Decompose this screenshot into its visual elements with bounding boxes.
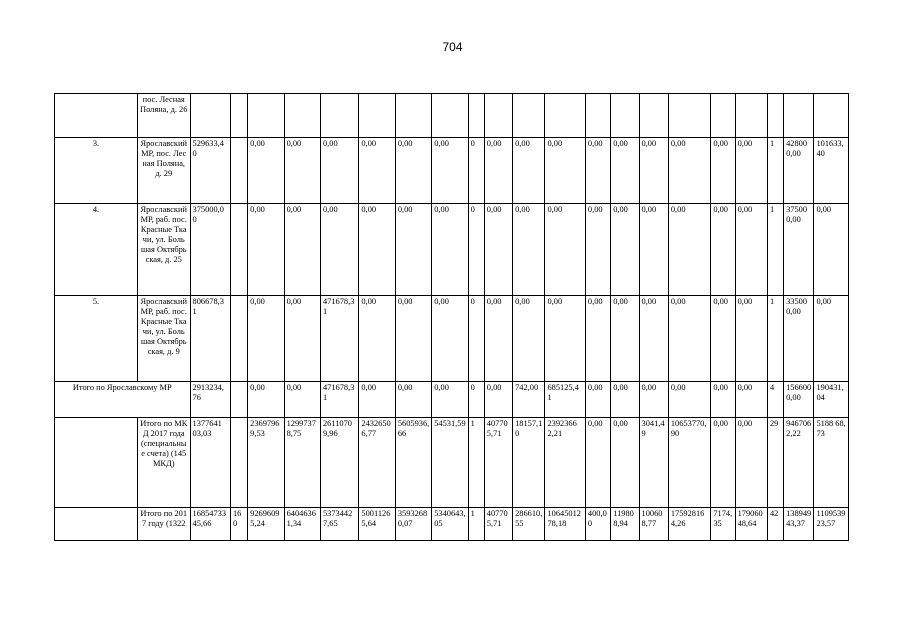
table-cell: 1 (767, 138, 783, 204)
table-cell: Итого по МКД 2017 года (специальные счета) (145 МКД) (137, 418, 190, 508)
table-cell: 1 (767, 296, 783, 382)
table-cell: 5340643,05 (432, 508, 468, 541)
table-cell: 0,00 (513, 296, 545, 382)
table-cell: 0,00 (545, 296, 585, 382)
table-cell (230, 138, 247, 204)
table-cell: 42 (767, 508, 783, 541)
table-cell: 0,00 (814, 204, 849, 296)
table-cell: 0,00 (611, 382, 639, 418)
table-cell: 335000,00 (784, 296, 814, 382)
table-cell: Итого по Ярославскому МР (55, 382, 191, 418)
table-cell: 0,00 (248, 138, 284, 204)
table-cell: 0,00 (735, 382, 767, 418)
table-cell: 1566000,00 (784, 382, 814, 418)
table-cell: 0,00 (484, 382, 512, 418)
table-cell: 407705,71 (484, 418, 512, 508)
table-cell (230, 418, 247, 508)
table-cell (230, 94, 247, 138)
table-cell: 0,00 (814, 296, 849, 382)
table-cell: 0,00 (735, 418, 767, 508)
table-cell: 1685473345,66 (190, 508, 230, 541)
table-cell: 0,00 (668, 204, 710, 296)
table-cell: 29 (767, 418, 783, 508)
table-cell: 0,00 (711, 138, 735, 204)
table-cell: 0,00 (395, 382, 431, 418)
table-cell: 0,00 (639, 204, 668, 296)
table-cell: 0,00 (359, 382, 395, 418)
table-cell: 0,00 (639, 382, 668, 418)
table-cell: 101633,40 (814, 138, 849, 204)
table-cell (230, 296, 247, 382)
table-cell: 0,00 (611, 204, 639, 296)
table-cell (468, 94, 484, 138)
table-cell: 17906048,64 (735, 508, 767, 541)
table-cell: 471678,31 (320, 296, 358, 382)
table-cell: 0,00 (284, 138, 320, 204)
table-cell: 64046361,34 (284, 508, 320, 541)
table-cell (639, 94, 668, 138)
table-cell: 0,00 (284, 204, 320, 296)
table-cell: 35932680,07 (395, 508, 431, 541)
table-cell: 0,00 (284, 382, 320, 418)
table-cell: 1 (767, 204, 783, 296)
table-cell: 18157,10 (513, 418, 545, 508)
table-cell: Ярославский МР, раб. пос. Красные Ткачи, ул. Большая Октябрьская, д. 25 (137, 204, 190, 296)
table-cell: 0,00 (432, 204, 468, 296)
table-cell: 5. (55, 296, 138, 382)
total-row-mr (55, 382, 849, 418)
table-cell: 375000,00 (784, 204, 814, 296)
table-cell: 0 (468, 296, 484, 382)
table-cell: 7174,35 (711, 508, 735, 541)
table-cell: 0,00 (284, 296, 320, 382)
table-cell: 806678,31 (190, 296, 230, 382)
table-cell: 23923662,21 (545, 418, 585, 508)
table-cell: 0,00 (248, 204, 284, 296)
table-cell: 0,00 (395, 296, 431, 382)
table-cell (484, 94, 512, 138)
table-cell: 5605936,66 (395, 418, 431, 508)
table-cell: 0,00 (545, 204, 585, 296)
table-cell (767, 94, 783, 138)
table-cell (55, 418, 138, 508)
table-cell: 12997378,75 (284, 418, 320, 508)
table-cell: 0,00 (668, 138, 710, 204)
table-cell: 92696095,24 (248, 508, 284, 541)
table-cell (284, 94, 320, 138)
table-cell: 23697969,53 (248, 418, 284, 508)
table-cell: 0 (468, 138, 484, 204)
table-cell: 1 (468, 508, 484, 541)
table-cell: 26110709,96 (320, 418, 358, 508)
table-cell: 0,00 (585, 418, 610, 508)
table-cell: 0,00 (432, 296, 468, 382)
total-row-special (55, 418, 849, 508)
table-cell (55, 508, 138, 541)
table-cell (814, 94, 849, 138)
table-cell (711, 94, 735, 138)
table-cell: 685125,41 (545, 382, 585, 418)
table-cell: 0,00 (711, 418, 735, 508)
table-cell: 0,00 (735, 296, 767, 382)
table-cell: 0,00 (484, 138, 512, 204)
table-cell: 119808,94 (611, 508, 639, 541)
table-cell: 0,00 (545, 138, 585, 204)
table-cell: 0,00 (639, 138, 668, 204)
table-cell: 0,00 (432, 382, 468, 418)
table-cell (545, 94, 585, 138)
table-cell: 53734427,65 (320, 508, 358, 541)
table-cell (359, 94, 395, 138)
table-cell: 428000,00 (784, 138, 814, 204)
table-cell: 10653770,90 (668, 418, 710, 508)
table-cell: 0,00 (585, 382, 610, 418)
table-cell: 190431,04 (814, 382, 849, 418)
table-cell: 0,00 (668, 296, 710, 382)
table-cell: 54531,59 (432, 418, 468, 508)
table-cell: 0,00 (248, 382, 284, 418)
total-row-2017 (55, 508, 849, 541)
table-cell: 4 (767, 382, 783, 418)
repair-funding-table (54, 93, 849, 541)
table-cell (513, 94, 545, 138)
table-cell (190, 94, 230, 138)
table-cell: 0,00 (639, 296, 668, 382)
table-cell (230, 204, 247, 296)
table-cell: 375000,00 (190, 204, 230, 296)
table-cell (230, 382, 247, 418)
table-cell: 1377641 03,03 (190, 418, 230, 508)
table-cell: 50011265,64 (359, 508, 395, 541)
table-cell (55, 94, 138, 138)
table-cell: 0,00 (611, 138, 639, 204)
table-cell: пос. Лесная Поляна, д. 26 (137, 94, 190, 138)
table-cell: 2913234,76 (190, 382, 230, 418)
table-cell (735, 94, 767, 138)
table-cell: Ярославский МР, раб. пос. Красные Ткачи, ул. Большая Октябрьская, д. 9 (137, 296, 190, 382)
table-cell: 0,00 (611, 296, 639, 382)
table-cell: 0,00 (359, 138, 395, 204)
table-cell (668, 94, 710, 138)
table-cell (585, 94, 610, 138)
table-cell: 471678,31 (320, 382, 358, 418)
table-cell: 0,00 (711, 382, 735, 418)
table-cell: 0,00 (711, 204, 735, 296)
table-cell: 24326506,77 (359, 418, 395, 508)
table-cell: 9467062,22 (784, 418, 814, 508)
page-number: 704 (442, 40, 463, 54)
table-cell: 0,00 (585, 296, 610, 382)
table-cell: 0,00 (668, 382, 710, 418)
table-cell: 110953923,57 (814, 508, 849, 541)
table-cell: 0,00 (585, 138, 610, 204)
table-row (55, 94, 849, 138)
table-cell: 0,00 (320, 138, 358, 204)
table-cell: 0,00 (359, 296, 395, 382)
table-cell: 0,00 (432, 138, 468, 204)
table-cell: 175928164,26 (668, 508, 710, 541)
table-cell: 0 (468, 204, 484, 296)
table-cell: 0,00 (248, 296, 284, 382)
table-cell: Ярославский МР, пос. Лесная Поляна, д. 29 (137, 138, 190, 204)
table-cell (320, 94, 358, 138)
table-cell: 0,00 (513, 138, 545, 204)
table-cell (248, 94, 284, 138)
table-cell: 529633,40 (190, 138, 230, 204)
table-cell: 286610,55 (513, 508, 545, 541)
table-cell: 100608,77 (639, 508, 668, 541)
table-cell: 0,00 (735, 138, 767, 204)
table-cell (395, 94, 431, 138)
table-cell: 4. (55, 204, 138, 296)
table-cell: 0 (468, 382, 484, 418)
table-cell (784, 94, 814, 138)
table-cell: 3041,49 (639, 418, 668, 508)
table-cell: 3. (55, 138, 138, 204)
table-row (55, 138, 849, 204)
table-cell (611, 94, 639, 138)
table-cell: 0,00 (711, 296, 735, 382)
table-cell: 0,00 (395, 204, 431, 296)
table-cell (432, 94, 468, 138)
table-cell: 0,00 (395, 138, 431, 204)
table-cell: 13894943,37 (784, 508, 814, 541)
table-cell: 0,00 (735, 204, 767, 296)
table-cell: 742,00 (513, 382, 545, 418)
table-cell: 0,00 (484, 204, 512, 296)
table-cell: 400,00 (585, 508, 610, 541)
table-row (55, 204, 849, 296)
table-cell: 0,00 (320, 204, 358, 296)
table-cell: 407705,71 (484, 508, 512, 541)
table-cell: 160 (230, 508, 247, 541)
table-cell: 0,00 (484, 296, 512, 382)
table-cell: 5188 68,73 (814, 418, 849, 508)
table-cell: 1 (468, 418, 484, 508)
table-cell: 0,00 (513, 204, 545, 296)
table-cell: Итого по 2017 году (1322 (137, 508, 190, 541)
table-cell: 0,00 (585, 204, 610, 296)
table-cell: 1064501278,18 (545, 508, 585, 541)
table-cell: 0,00 (611, 418, 639, 508)
table-row (55, 296, 849, 382)
table-cell: 0,00 (359, 204, 395, 296)
